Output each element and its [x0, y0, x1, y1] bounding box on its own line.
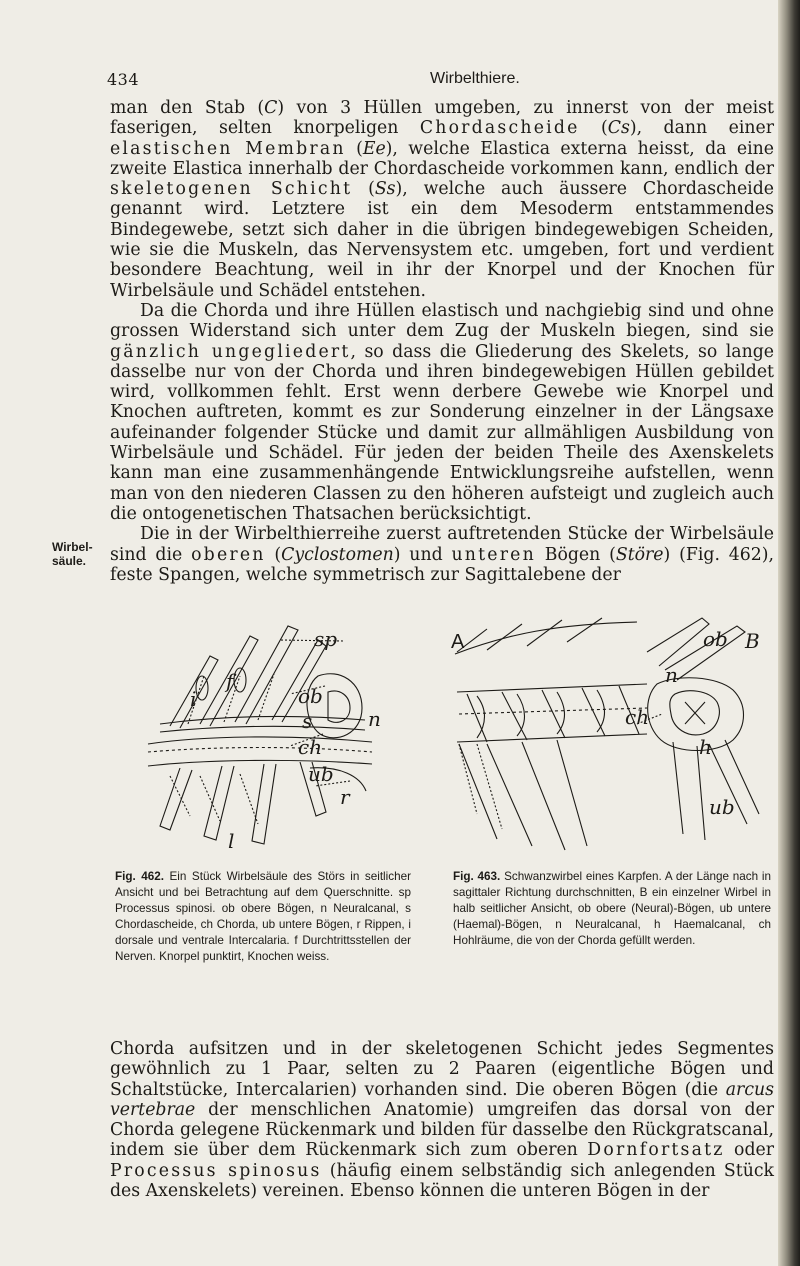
- page-number: 434: [107, 70, 140, 89]
- running-title: Wirbelthiere.: [430, 70, 520, 87]
- fig463-label-ub: ub: [709, 795, 735, 819]
- figure-462-illustration: [140, 616, 380, 856]
- page-header: [0, 70, 800, 94]
- fig463-label-B: B: [745, 629, 760, 653]
- fig462-label-i: i: [190, 687, 197, 711]
- fig462-label-ch: ch: [298, 735, 323, 759]
- fig462-label-f: f: [226, 669, 234, 693]
- fig462-label-sp: sp: [314, 627, 338, 651]
- figure-462-caption: Fig. 462. Ein Stück Wirbelsäule des Störs in seitlicher Ansicht und bei Betrachtung auf dem Querschnitte. sp Processus spinosi. ob obere Bögen, n Neuralcanal, s Chordascheide, ch Chorda, ub untere Bögen, r Rippen, i dorsale und ventrale Intercalaria. f Durchtrittsstellen der Nerven. Knorpel punktirt, Knochen weiss.: [115, 870, 411, 963]
- fig462-label-ub: ub: [308, 762, 334, 786]
- fig463-label-h: h: [699, 735, 712, 759]
- fig462-label-l: l: [228, 829, 235, 853]
- fig463-label-A: A: [451, 631, 465, 653]
- figure-463-illustration: [447, 614, 765, 860]
- paragraph-1: man den Stab (C) von 3 Hüllen umgeben, zu innerst von der meist faserigen, selten knorpeligen Chordascheide (Cs), dann einer elastischen Membran (Ee), welche Elastica externa heisst, da eine zweite Elastica innerhalb der Chordascheide vorkommen kann, endlich der skeletogenen Schicht (Ss), welche auch äussere Chordascheide genannt wird. Letztere ist ein dem Mesoderm entstammendes Bindegewebe, setzt sich daher in die übrigen bindegewebigen Scheiden, wie sie die Muskeln, das Nervensystem etc. umgeben, fort und verdient besondere Beachtung, weil in ihr der Knorpel und der Knochen für Wirbelsäule und Schädel entstehen.: [110, 98, 774, 301]
- fig463-label-ob: ob: [703, 627, 728, 651]
- fig462-label-ob: ob: [298, 684, 323, 708]
- fig463-label-n: n: [665, 663, 678, 687]
- paragraph-2: Da die Chorda und ihre Hüllen elastisch und nachgiebig sind und ohne grossen Widerstand sich unter dem Zug der Muskeln biegen, sind sie gänzlich ungegliedert, so dass die Gliederung des Skelets, so lange dasselbe nur von der Chorda und ihren bindegewebigen Hüllen gebildet wird, vollkommen fehlt. Erst wenn derbere Gewebe wie Knorpel und Knochen auftreten, kommt es zur Sonderung einzelner in der Längsaxe aufeinander folgender Stücke und damit zur allmähligen Ausbildung von Wirbelsäule und Schädel. Für jeden der beiden Theile des Axenskelets kann man eine zusammenhängende Entwicklungsreihe aufstellen, wenn man von den niederen Classen zu den höheren aufsteigt und zugleich auch die ontogenetischen Thatsachen berücksichtigt.: [110, 300, 774, 524]
- fig462-label-n: n: [368, 707, 380, 731]
- fig462-label-r: r: [340, 785, 350, 809]
- paragraph-3: Die in der Wirbelthierreihe zuerst auftretenden Stücke der Wirbelsäule sind die oberen (Cyclostomen) und unteren Bögen (Störe) (Fig. 462), feste Spangen, welche symmetrisch zur Sagittalebene der: [110, 524, 774, 585]
- margin-note: Wirbel- säule.: [52, 540, 93, 568]
- paragraph-4: Chorda aufsitzen und in der skeletogenen Schicht jedes Segmentes gewöhnlich zu 1 Paar, selten zu 2 Paaren (eigentliche Bögen und Schaltstücke, Intercalarien) vorhanden sind. Die oberen Bögen (die arcus vertebrae der menschlichen Anatomie) umgreifen das dorsal von der Chorda gelegene Rückenmark und bilden für dasselbe den Rückgratscanal, indem sie über dem Rückenmark sich zum oberen Dornfortsatz oder Processus spinosus (häufig einem selbständig sich anlegenden Stück des Axenskelets) vereinen. Ebenso können die unteren Bögen in der: [110, 1039, 775, 1202]
- text-block-bottom: [110, 1039, 774, 1201]
- fig462-label-s: s: [302, 709, 313, 733]
- page-edge-shadow: [778, 0, 800, 1266]
- figure-463-caption: Fig. 463. Schwanzwirbel eines Karpfen. A der Länge nach in sagittaler Richtung durchschnitten, B ein einzelner Wirbel in halb seitlicher Ansicht, ob obere (Neural)-Bögen, ub untere (Haemal)-Bögen, n Neuralcanal, h Haemalcanal, ch Hohlräume, die von der Chorda gefüllt werden.: [453, 870, 772, 947]
- fig463-label-ch: ch: [625, 705, 650, 729]
- text-block-top: [110, 98, 774, 585]
